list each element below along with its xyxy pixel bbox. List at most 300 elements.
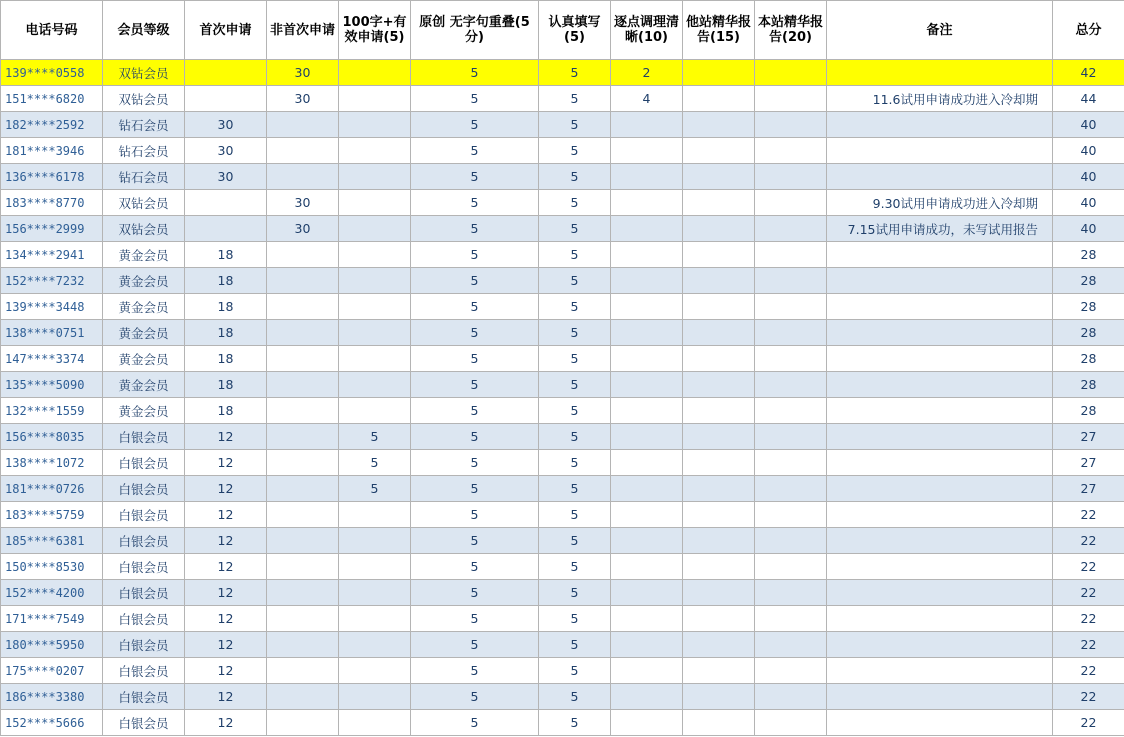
cell-total-score[interactable]: 44 [1053, 86, 1124, 112]
cell-phone[interactable]: 152****7232 [1, 268, 103, 294]
cell-total-score[interactable]: 28 [1053, 294, 1124, 320]
cell-first-application[interactable] [185, 86, 267, 112]
cell-original-no-overlap[interactable]: 5 [411, 606, 539, 632]
cell-point-by-point[interactable] [611, 372, 683, 398]
cell-other-site-report[interactable] [683, 216, 755, 242]
cell-100-chars-valid[interactable] [339, 60, 411, 86]
cell-this-site-report[interactable] [755, 86, 827, 112]
cell-this-site-report[interactable] [755, 424, 827, 450]
cell-repeat-application[interactable]: 30 [267, 190, 339, 216]
cell-repeat-application[interactable] [267, 450, 339, 476]
cell-other-site-report[interactable] [683, 528, 755, 554]
cell-member-level[interactable]: 双钻会员 [103, 190, 185, 216]
cell-member-level[interactable]: 白银会员 [103, 606, 185, 632]
cell-careful-fill[interactable]: 5 [539, 658, 611, 684]
header-other-site-report[interactable]: 他站精华报告(15) [683, 1, 755, 60]
cell-repeat-application[interactable] [267, 372, 339, 398]
header-point-by-point[interactable]: 逐点调理清晰(10) [611, 1, 683, 60]
cell-first-application[interactable]: 18 [185, 346, 267, 372]
cell-this-site-report[interactable] [755, 398, 827, 424]
cell-repeat-application[interactable] [267, 294, 339, 320]
cell-other-site-report[interactable] [683, 450, 755, 476]
cell-remarks[interactable] [827, 268, 1053, 294]
cell-phone[interactable]: 152****5666 [1, 710, 103, 736]
header-remarks[interactable]: 备注 [827, 1, 1053, 60]
cell-member-level[interactable]: 双钻会员 [103, 216, 185, 242]
cell-member-level[interactable]: 白银会员 [103, 476, 185, 502]
cell-careful-fill[interactable]: 5 [539, 320, 611, 346]
cell-careful-fill[interactable]: 5 [539, 86, 611, 112]
cell-repeat-application[interactable] [267, 242, 339, 268]
cell-100-chars-valid[interactable] [339, 398, 411, 424]
cell-careful-fill[interactable]: 5 [539, 164, 611, 190]
cell-100-chars-valid[interactable] [339, 112, 411, 138]
cell-other-site-report[interactable] [683, 398, 755, 424]
cell-total-score[interactable]: 40 [1053, 216, 1124, 242]
cell-original-no-overlap[interactable]: 5 [411, 112, 539, 138]
cell-remarks[interactable] [827, 528, 1053, 554]
cell-this-site-report[interactable] [755, 580, 827, 606]
cell-100-chars-valid[interactable] [339, 528, 411, 554]
cell-phone[interactable]: 183****5759 [1, 502, 103, 528]
cell-original-no-overlap[interactable]: 5 [411, 60, 539, 86]
cell-original-no-overlap[interactable]: 5 [411, 554, 539, 580]
cell-remarks[interactable] [827, 398, 1053, 424]
cell-remarks[interactable] [827, 632, 1053, 658]
cell-repeat-application[interactable] [267, 320, 339, 346]
cell-first-application[interactable]: 18 [185, 320, 267, 346]
cell-point-by-point[interactable] [611, 398, 683, 424]
cell-remarks[interactable] [827, 684, 1053, 710]
cell-100-chars-valid[interactable] [339, 580, 411, 606]
cell-point-by-point[interactable] [611, 476, 683, 502]
cell-other-site-report[interactable] [683, 86, 755, 112]
cell-original-no-overlap[interactable]: 5 [411, 684, 539, 710]
cell-remarks[interactable] [827, 372, 1053, 398]
cell-member-level[interactable]: 白银会员 [103, 554, 185, 580]
cell-100-chars-valid[interactable] [339, 320, 411, 346]
cell-this-site-report[interactable] [755, 502, 827, 528]
cell-100-chars-valid[interactable]: 5 [339, 476, 411, 502]
cell-point-by-point[interactable] [611, 216, 683, 242]
cell-remarks[interactable] [827, 60, 1053, 86]
cell-other-site-report[interactable] [683, 320, 755, 346]
cell-first-application[interactable]: 30 [185, 112, 267, 138]
cell-repeat-application[interactable] [267, 476, 339, 502]
cell-original-no-overlap[interactable]: 5 [411, 190, 539, 216]
cell-phone[interactable]: 134****2941 [1, 242, 103, 268]
cell-remarks[interactable] [827, 554, 1053, 580]
cell-phone[interactable]: 185****6381 [1, 528, 103, 554]
cell-100-chars-valid[interactable] [339, 138, 411, 164]
cell-this-site-report[interactable] [755, 164, 827, 190]
cell-original-no-overlap[interactable]: 5 [411, 398, 539, 424]
cell-remarks[interactable] [827, 164, 1053, 190]
cell-first-application[interactable]: 18 [185, 268, 267, 294]
cell-point-by-point[interactable] [611, 138, 683, 164]
cell-phone[interactable]: 182****2592 [1, 112, 103, 138]
cell-point-by-point[interactable] [611, 606, 683, 632]
cell-original-no-overlap[interactable]: 5 [411, 710, 539, 736]
header-total-score[interactable]: 总分 [1053, 1, 1124, 60]
cell-careful-fill[interactable]: 5 [539, 450, 611, 476]
cell-point-by-point[interactable] [611, 632, 683, 658]
cell-original-no-overlap[interactable]: 5 [411, 372, 539, 398]
cell-100-chars-valid[interactable] [339, 294, 411, 320]
cell-member-level[interactable]: 白银会员 [103, 580, 185, 606]
cell-phone[interactable]: 175****0207 [1, 658, 103, 684]
cell-this-site-report[interactable] [755, 450, 827, 476]
cell-repeat-application[interactable]: 30 [267, 86, 339, 112]
cell-original-no-overlap[interactable]: 5 [411, 424, 539, 450]
cell-original-no-overlap[interactable]: 5 [411, 658, 539, 684]
cell-first-application[interactable]: 12 [185, 684, 267, 710]
header-100-chars-valid[interactable]: 100字+有效申请(5) [339, 1, 411, 60]
cell-member-level[interactable]: 钻石会员 [103, 138, 185, 164]
cell-repeat-application[interactable] [267, 398, 339, 424]
cell-other-site-report[interactable] [683, 294, 755, 320]
cell-other-site-report[interactable] [683, 424, 755, 450]
cell-careful-fill[interactable]: 5 [539, 606, 611, 632]
cell-member-level[interactable]: 白银会员 [103, 632, 185, 658]
cell-repeat-application[interactable] [267, 424, 339, 450]
cell-repeat-application[interactable] [267, 138, 339, 164]
header-this-site-report[interactable]: 本站精华报告(20) [755, 1, 827, 60]
cell-phone[interactable]: 151****6820 [1, 86, 103, 112]
cell-careful-fill[interactable]: 5 [539, 684, 611, 710]
cell-member-level[interactable]: 双钻会员 [103, 86, 185, 112]
cell-point-by-point[interactable] [611, 580, 683, 606]
cell-other-site-report[interactable] [683, 60, 755, 86]
header-careful-fill[interactable]: 认真填写(5) [539, 1, 611, 60]
cell-member-level[interactable]: 黄金会员 [103, 372, 185, 398]
cell-remarks[interactable] [827, 710, 1053, 736]
cell-100-chars-valid[interactable] [339, 502, 411, 528]
cell-repeat-application[interactable] [267, 580, 339, 606]
cell-phone[interactable]: 135****5090 [1, 372, 103, 398]
cell-other-site-report[interactable] [683, 164, 755, 190]
cell-other-site-report[interactable] [683, 554, 755, 580]
cell-repeat-application[interactable] [267, 632, 339, 658]
cell-100-chars-valid[interactable]: 5 [339, 450, 411, 476]
cell-other-site-report[interactable] [683, 710, 755, 736]
cell-this-site-report[interactable] [755, 476, 827, 502]
cell-phone[interactable]: 138****0751 [1, 320, 103, 346]
cell-100-chars-valid[interactable] [339, 346, 411, 372]
cell-this-site-report[interactable] [755, 216, 827, 242]
cell-first-application[interactable] [185, 190, 267, 216]
cell-careful-fill[interactable]: 5 [539, 190, 611, 216]
cell-total-score[interactable]: 42 [1053, 60, 1124, 86]
cell-careful-fill[interactable]: 5 [539, 632, 611, 658]
cell-remarks[interactable] [827, 580, 1053, 606]
cell-point-by-point[interactable] [611, 684, 683, 710]
cell-repeat-application[interactable] [267, 710, 339, 736]
cell-careful-fill[interactable]: 5 [539, 242, 611, 268]
cell-original-no-overlap[interactable]: 5 [411, 268, 539, 294]
cell-100-chars-valid[interactable] [339, 190, 411, 216]
cell-this-site-report[interactable] [755, 320, 827, 346]
cell-this-site-report[interactable] [755, 684, 827, 710]
cell-repeat-application[interactable] [267, 528, 339, 554]
cell-first-application[interactable] [185, 216, 267, 242]
cell-point-by-point[interactable] [611, 294, 683, 320]
cell-100-chars-valid[interactable] [339, 268, 411, 294]
cell-original-no-overlap[interactable]: 5 [411, 580, 539, 606]
cell-total-score[interactable]: 28 [1053, 242, 1124, 268]
cell-this-site-report[interactable] [755, 190, 827, 216]
cell-careful-fill[interactable]: 5 [539, 346, 611, 372]
cell-total-score[interactable]: 22 [1053, 554, 1124, 580]
cell-original-no-overlap[interactable]: 5 [411, 242, 539, 268]
cell-careful-fill[interactable]: 5 [539, 554, 611, 580]
cell-careful-fill[interactable]: 5 [539, 216, 611, 242]
cell-repeat-application[interactable] [267, 502, 339, 528]
cell-total-score[interactable]: 40 [1053, 138, 1124, 164]
cell-first-application[interactable]: 30 [185, 138, 267, 164]
cell-other-site-report[interactable] [683, 190, 755, 216]
cell-total-score[interactable]: 22 [1053, 684, 1124, 710]
cell-phone[interactable]: 152****4200 [1, 580, 103, 606]
cell-repeat-application[interactable] [267, 164, 339, 190]
cell-remarks[interactable] [827, 658, 1053, 684]
cell-total-score[interactable]: 22 [1053, 632, 1124, 658]
cell-total-score[interactable]: 22 [1053, 502, 1124, 528]
cell-careful-fill[interactable]: 5 [539, 710, 611, 736]
cell-repeat-application[interactable] [267, 346, 339, 372]
cell-total-score[interactable]: 22 [1053, 658, 1124, 684]
cell-careful-fill[interactable]: 5 [539, 112, 611, 138]
cell-member-level[interactable]: 白银会员 [103, 424, 185, 450]
cell-original-no-overlap[interactable]: 5 [411, 320, 539, 346]
cell-phone[interactable]: 136****6178 [1, 164, 103, 190]
cell-first-application[interactable]: 12 [185, 502, 267, 528]
cell-total-score[interactable]: 22 [1053, 580, 1124, 606]
cell-phone[interactable]: 181****3946 [1, 138, 103, 164]
cell-first-application[interactable]: 12 [185, 580, 267, 606]
cell-other-site-report[interactable] [683, 242, 755, 268]
cell-phone[interactable]: 139****0558 [1, 60, 103, 86]
cell-total-score[interactable]: 28 [1053, 372, 1124, 398]
cell-original-no-overlap[interactable]: 5 [411, 632, 539, 658]
cell-first-application[interactable]: 12 [185, 554, 267, 580]
cell-careful-fill[interactable]: 5 [539, 476, 611, 502]
cell-original-no-overlap[interactable]: 5 [411, 528, 539, 554]
cell-100-chars-valid[interactable] [339, 606, 411, 632]
cell-this-site-report[interactable] [755, 242, 827, 268]
cell-careful-fill[interactable]: 5 [539, 580, 611, 606]
cell-this-site-report[interactable] [755, 632, 827, 658]
cell-this-site-report[interactable] [755, 346, 827, 372]
cell-this-site-report[interactable] [755, 372, 827, 398]
cell-remarks[interactable] [827, 606, 1053, 632]
cell-first-application[interactable]: 12 [185, 424, 267, 450]
cell-remarks[interactable] [827, 112, 1053, 138]
cell-100-chars-valid[interactable] [339, 658, 411, 684]
cell-other-site-report[interactable] [683, 606, 755, 632]
cell-remarks[interactable]: 7.15试用申请成功，未写试用报告 [827, 216, 1053, 242]
cell-original-no-overlap[interactable]: 5 [411, 502, 539, 528]
cell-this-site-report[interactable] [755, 294, 827, 320]
cell-original-no-overlap[interactable]: 5 [411, 294, 539, 320]
cell-member-level[interactable]: 黄金会员 [103, 346, 185, 372]
cell-this-site-report[interactable] [755, 528, 827, 554]
header-repeat-application[interactable]: 非首次申请 [267, 1, 339, 60]
cell-first-application[interactable]: 12 [185, 528, 267, 554]
cell-phone[interactable]: 180****5950 [1, 632, 103, 658]
cell-phone[interactable]: 139****3448 [1, 294, 103, 320]
cell-this-site-report[interactable] [755, 60, 827, 86]
cell-repeat-application[interactable] [267, 606, 339, 632]
cell-point-by-point[interactable] [611, 554, 683, 580]
cell-first-application[interactable]: 18 [185, 372, 267, 398]
cell-this-site-report[interactable] [755, 112, 827, 138]
cell-first-application[interactable]: 12 [185, 658, 267, 684]
cell-this-site-report[interactable] [755, 710, 827, 736]
cell-repeat-application[interactable] [267, 112, 339, 138]
cell-remarks[interactable] [827, 294, 1053, 320]
cell-total-score[interactable]: 22 [1053, 606, 1124, 632]
cell-100-chars-valid[interactable] [339, 554, 411, 580]
cell-phone[interactable]: 147****3374 [1, 346, 103, 372]
cell-total-score[interactable]: 28 [1053, 268, 1124, 294]
cell-first-application[interactable]: 12 [185, 710, 267, 736]
cell-other-site-report[interactable] [683, 684, 755, 710]
cell-100-chars-valid[interactable] [339, 710, 411, 736]
cell-phone[interactable]: 186****3380 [1, 684, 103, 710]
cell-member-level[interactable]: 白银会员 [103, 528, 185, 554]
cell-100-chars-valid[interactable] [339, 372, 411, 398]
cell-repeat-application[interactable]: 30 [267, 60, 339, 86]
cell-first-application[interactable]: 30 [185, 164, 267, 190]
cell-total-score[interactable]: 27 [1053, 450, 1124, 476]
cell-member-level[interactable]: 白银会员 [103, 658, 185, 684]
cell-point-by-point[interactable] [611, 320, 683, 346]
cell-remarks[interactable] [827, 346, 1053, 372]
cell-this-site-report[interactable] [755, 268, 827, 294]
cell-total-score[interactable]: 40 [1053, 164, 1124, 190]
cell-member-level[interactable]: 白银会员 [103, 710, 185, 736]
cell-100-chars-valid[interactable] [339, 216, 411, 242]
cell-first-application[interactable]: 18 [185, 294, 267, 320]
cell-phone[interactable]: 181****0726 [1, 476, 103, 502]
cell-repeat-application[interactable]: 30 [267, 216, 339, 242]
cell-original-no-overlap[interactable]: 5 [411, 216, 539, 242]
cell-phone[interactable]: 156****8035 [1, 424, 103, 450]
cell-total-score[interactable]: 28 [1053, 320, 1124, 346]
cell-phone[interactable]: 171****7549 [1, 606, 103, 632]
cell-total-score[interactable]: 40 [1053, 112, 1124, 138]
cell-first-application[interactable]: 12 [185, 476, 267, 502]
cell-repeat-application[interactable] [267, 684, 339, 710]
cell-total-score[interactable]: 27 [1053, 476, 1124, 502]
cell-member-level[interactable]: 白银会员 [103, 684, 185, 710]
cell-point-by-point[interactable] [611, 242, 683, 268]
cell-other-site-report[interactable] [683, 346, 755, 372]
cell-100-chars-valid[interactable] [339, 632, 411, 658]
cell-first-application[interactable] [185, 60, 267, 86]
cell-this-site-report[interactable] [755, 658, 827, 684]
cell-phone[interactable]: 132****1559 [1, 398, 103, 424]
cell-original-no-overlap[interactable]: 5 [411, 476, 539, 502]
cell-remarks[interactable]: 11.6试用申请成功进入冷却期 [827, 86, 1053, 112]
cell-repeat-application[interactable] [267, 554, 339, 580]
cell-point-by-point[interactable] [611, 346, 683, 372]
cell-point-by-point[interactable] [611, 528, 683, 554]
cell-original-no-overlap[interactable]: 5 [411, 164, 539, 190]
cell-this-site-report[interactable] [755, 606, 827, 632]
cell-member-level[interactable]: 黄金会员 [103, 242, 185, 268]
cell-100-chars-valid[interactable] [339, 684, 411, 710]
cell-remarks[interactable] [827, 502, 1053, 528]
header-first-application[interactable]: 首次申请 [185, 1, 267, 60]
cell-member-level[interactable]: 白银会员 [103, 502, 185, 528]
cell-other-site-report[interactable] [683, 372, 755, 398]
cell-remarks[interactable] [827, 138, 1053, 164]
cell-100-chars-valid[interactable] [339, 164, 411, 190]
cell-phone[interactable]: 138****1072 [1, 450, 103, 476]
cell-point-by-point[interactable] [611, 268, 683, 294]
cell-other-site-report[interactable] [683, 580, 755, 606]
cell-careful-fill[interactable]: 5 [539, 60, 611, 86]
cell-first-application[interactable]: 18 [185, 242, 267, 268]
header-member-level[interactable]: 会员等级 [103, 1, 185, 60]
cell-total-score[interactable]: 27 [1053, 424, 1124, 450]
cell-first-application[interactable]: 12 [185, 450, 267, 476]
cell-point-by-point[interactable] [611, 190, 683, 216]
cell-100-chars-valid[interactable]: 5 [339, 424, 411, 450]
cell-first-application[interactable]: 18 [185, 398, 267, 424]
cell-point-by-point[interactable] [611, 424, 683, 450]
cell-other-site-report[interactable] [683, 268, 755, 294]
cell-phone[interactable]: 156****2999 [1, 216, 103, 242]
cell-member-level[interactable]: 黄金会员 [103, 268, 185, 294]
cell-careful-fill[interactable]: 5 [539, 424, 611, 450]
header-original-no-overlap[interactable]: 原创 无字句重叠(5分) [411, 1, 539, 60]
cell-careful-fill[interactable]: 5 [539, 528, 611, 554]
cell-phone[interactable]: 183****8770 [1, 190, 103, 216]
cell-first-application[interactable]: 12 [185, 606, 267, 632]
cell-total-score[interactable]: 22 [1053, 710, 1124, 736]
cell-other-site-report[interactable] [683, 658, 755, 684]
cell-total-score[interactable]: 28 [1053, 346, 1124, 372]
cell-point-by-point[interactable]: 4 [611, 86, 683, 112]
cell-remarks[interactable]: 9.30试用申请成功进入冷却期 [827, 190, 1053, 216]
cell-other-site-report[interactable] [683, 138, 755, 164]
cell-100-chars-valid[interactable] [339, 242, 411, 268]
cell-member-level[interactable]: 黄金会员 [103, 398, 185, 424]
cell-original-no-overlap[interactable]: 5 [411, 138, 539, 164]
cell-other-site-report[interactable] [683, 632, 755, 658]
cell-first-application[interactable]: 12 [185, 632, 267, 658]
cell-member-level[interactable]: 钻石会员 [103, 112, 185, 138]
cell-member-level[interactable]: 黄金会员 [103, 320, 185, 346]
header-phone[interactable]: 电话号码 [1, 1, 103, 60]
cell-total-score[interactable]: 40 [1053, 190, 1124, 216]
cell-careful-fill[interactable]: 5 [539, 372, 611, 398]
cell-original-no-overlap[interactable]: 5 [411, 86, 539, 112]
cell-total-score[interactable]: 28 [1053, 398, 1124, 424]
cell-careful-fill[interactable]: 5 [539, 502, 611, 528]
cell-point-by-point[interactable] [611, 502, 683, 528]
cell-careful-fill[interactable]: 5 [539, 398, 611, 424]
cell-member-level[interactable]: 黄金会员 [103, 294, 185, 320]
cell-careful-fill[interactable]: 5 [539, 268, 611, 294]
cell-point-by-point[interactable] [611, 710, 683, 736]
cell-original-no-overlap[interactable]: 5 [411, 450, 539, 476]
cell-point-by-point[interactable] [611, 112, 683, 138]
cell-remarks[interactable] [827, 242, 1053, 268]
